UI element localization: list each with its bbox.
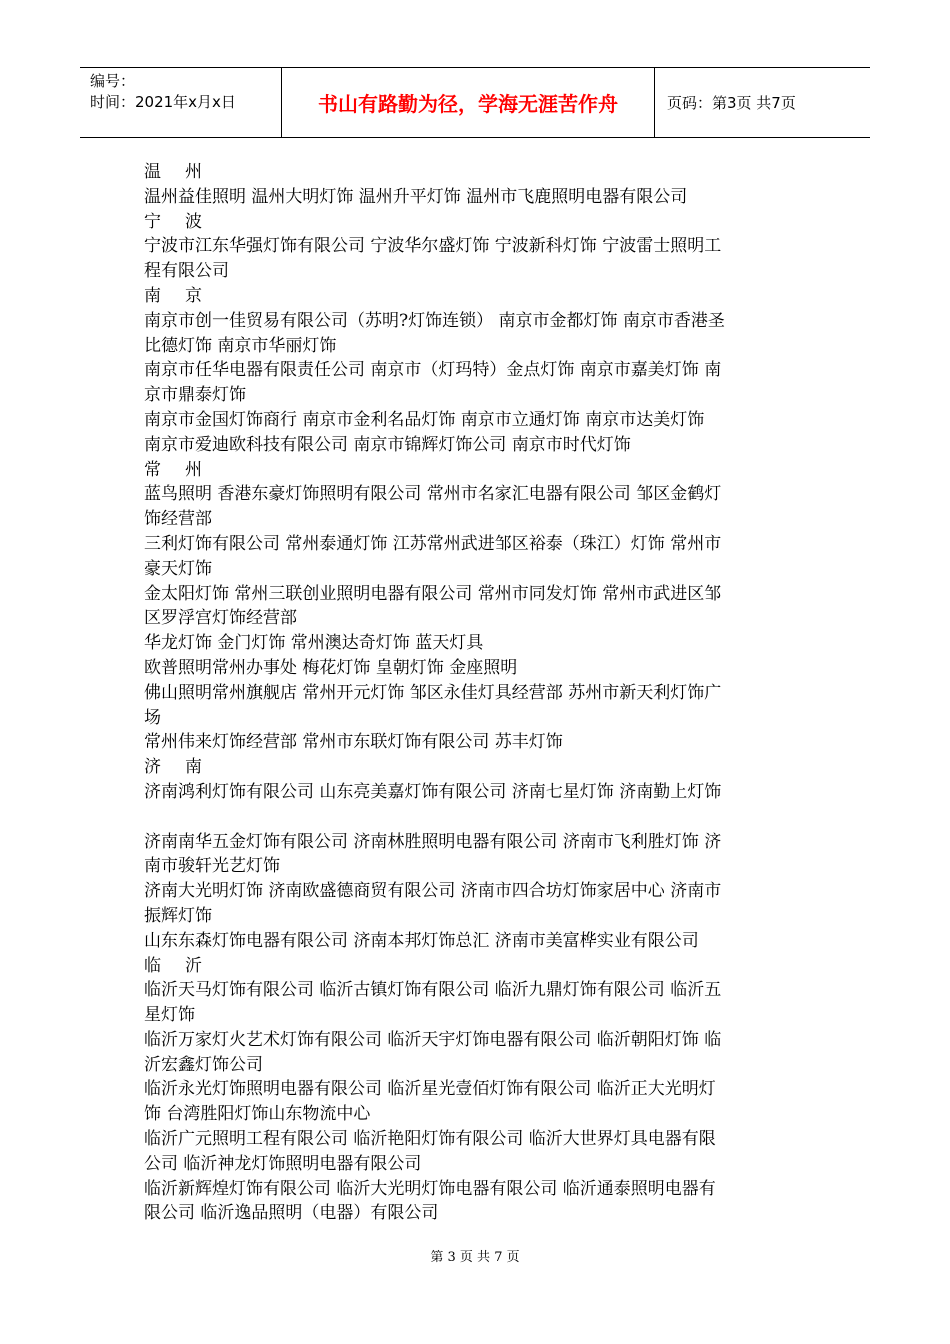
text-line: 饰经营部 [144,509,212,530]
city-char: 州 [185,459,202,480]
text-line: 星灯饰 [144,1005,195,1026]
text-line: 饰 台湾胜阳灯饰山东物流中心 [144,1104,371,1125]
time-label: 时间：2021年x月x日 [90,93,236,111]
city-char: 州 [185,162,202,182]
header-meta [80,68,282,137]
text-line: 南京市创一佳贸易有限公司（苏明?灯饰连锁） 南京市金都灯饰 南京市香港圣 [144,310,725,331]
text-line: 温州益佳照明 温州大明灯饰 温州升平灯饰 温州市飞鹿照明电器有限公司 [144,186,688,207]
page-footer: 第 3 页 共 7 页 [430,1250,520,1265]
text-line: 华龙灯饰 金门灯饰 常州澳达奇灯饰 蓝天灯具 [144,633,484,654]
text-line: 宁波市江东华强灯饰有限公司 宁波华尔盛灯饰 宁波新科灯饰 宁波雷士照明工 [144,236,722,257]
text-line: 南京市金国灯饰商行 南京市金利名品灯饰 南京市立通灯饰 南京市达美灯饰 [144,409,705,430]
text-line: 欧普照明常州办事处 梅花灯饰 皇朝灯饰 金座照明 [144,657,518,678]
page-header [80,67,870,138]
text-line: 金太阳灯饰 常州三联创业照明电器有限公司 常州市同发灯饰 常州市武进区邹 [144,583,722,604]
city-char: 南 [185,757,202,778]
text-line: 场 [144,707,161,728]
text-line: 济南大光明灯饰 济南欧盛德商贸有限公司 济南市四合坊灯饰家居中心 济南市 [144,881,722,902]
city-char: 温 [144,162,161,182]
city-char: 临 [144,955,161,976]
text-line: 临沂广元照明工程有限公司 临沂艳阳灯饰有限公司 临沂大世界灯具电器有限 [144,1129,716,1150]
text-line: 程有限公司 [144,261,229,282]
city-char: 南 [144,285,161,306]
city-heading [144,458,812,483]
city-heading [144,210,812,235]
text-line: 三利灯饰有限公司 常州泰通灯饰 江苏常州武进邹区裕泰（珠江）灯饰 常州市 [144,533,722,554]
document-body [144,160,812,1226]
city-char: 京 [185,285,202,306]
text-line: 蓝鸟照明 香港东豪灯饰照明有限公司 常州市名家汇电器有限公司 邹区金鹤灯 [144,484,722,505]
text-line: 临沂天马灯饰有限公司 临沂古镇灯饰有限公司 临沂九鼎灯饰有限公司 临沂五 [144,980,722,1001]
city-char: 常 [144,459,161,480]
text-line: 南京市任华电器有限责任公司 南京市（灯玛特）金点灯饰 南京市嘉美灯饰 南 [144,360,722,381]
text-line: 区罗浮宫灯饰经营部 [144,608,297,629]
text-line: 比德灯饰 南京市华丽灯饰 [144,335,337,356]
text-line: 临沂万家灯火艺术灯饰有限公司 临沂天宇灯饰电器有限公司 临沂朝阳灯饰 临 [144,1029,722,1050]
city-char: 波 [185,211,202,232]
text-line: 济南南华五金灯饰有限公司 济南林胜照明电器有限公司 济南市飞利胜灯饰 济 [144,831,722,852]
header-motto: 书山有路勤为径，学海无涯苦作舟 [282,68,655,137]
text-line: 豪天灯饰 [144,558,212,579]
text-line: 南市骏轩光艺灯饰 [144,856,280,877]
city-heading [144,755,812,780]
text-line: 佛山照明常州旗舰店 常州开元灯饰 邹区永佳灯具经营部 苏州市新天利灯饰广 [144,682,722,703]
text-line: 京市鼎泰灯饰 [144,385,246,406]
text-line: 临沂新辉煌灯饰有限公司 临沂大光明灯饰电器有限公司 临沂通泰照明电器有 [144,1178,716,1199]
city-heading [144,284,812,309]
city-char: 济 [144,757,161,778]
text-line: 济南鸿利灯饰有限公司 山东亮美嘉灯饰有限公司 济南七星灯饰 济南勤上灯饰 [144,781,722,802]
text-line: 山东东森灯饰电器有限公司 济南本邦灯饰总汇 济南市美富桦实业有限公司 [144,930,699,951]
text-line: 限公司 临沂逸品照明（电器）有限公司 [144,1203,439,1224]
city-char: 宁 [144,211,161,232]
city-heading [144,160,812,185]
city-heading [144,954,812,979]
text-line: 临沂永光灯饰照明电器有限公司 临沂星光壹佰灯饰有限公司 临沂正大光明灯 [144,1079,716,1100]
text-line: 南京市爱迪欧科技有限公司 南京市锦辉灯饰公司 南京市时代灯饰 [144,434,631,455]
number-label: 编号： [90,72,136,90]
text-line: 振辉灯饰 [144,905,212,926]
city-char: 沂 [185,955,202,976]
text-line: 常州伟来灯饰经营部 常州市东联灯饰有限公司 苏丰灯饰 [144,732,563,753]
text-line: 沂宏鑫灯饰公司 [144,1054,263,1075]
text-line: 公司 临沂神龙灯饰照明电器有限公司 [144,1153,422,1174]
blank-line [144,805,812,830]
header-page-info: 页码：第3页 共7页 [667,94,796,112]
